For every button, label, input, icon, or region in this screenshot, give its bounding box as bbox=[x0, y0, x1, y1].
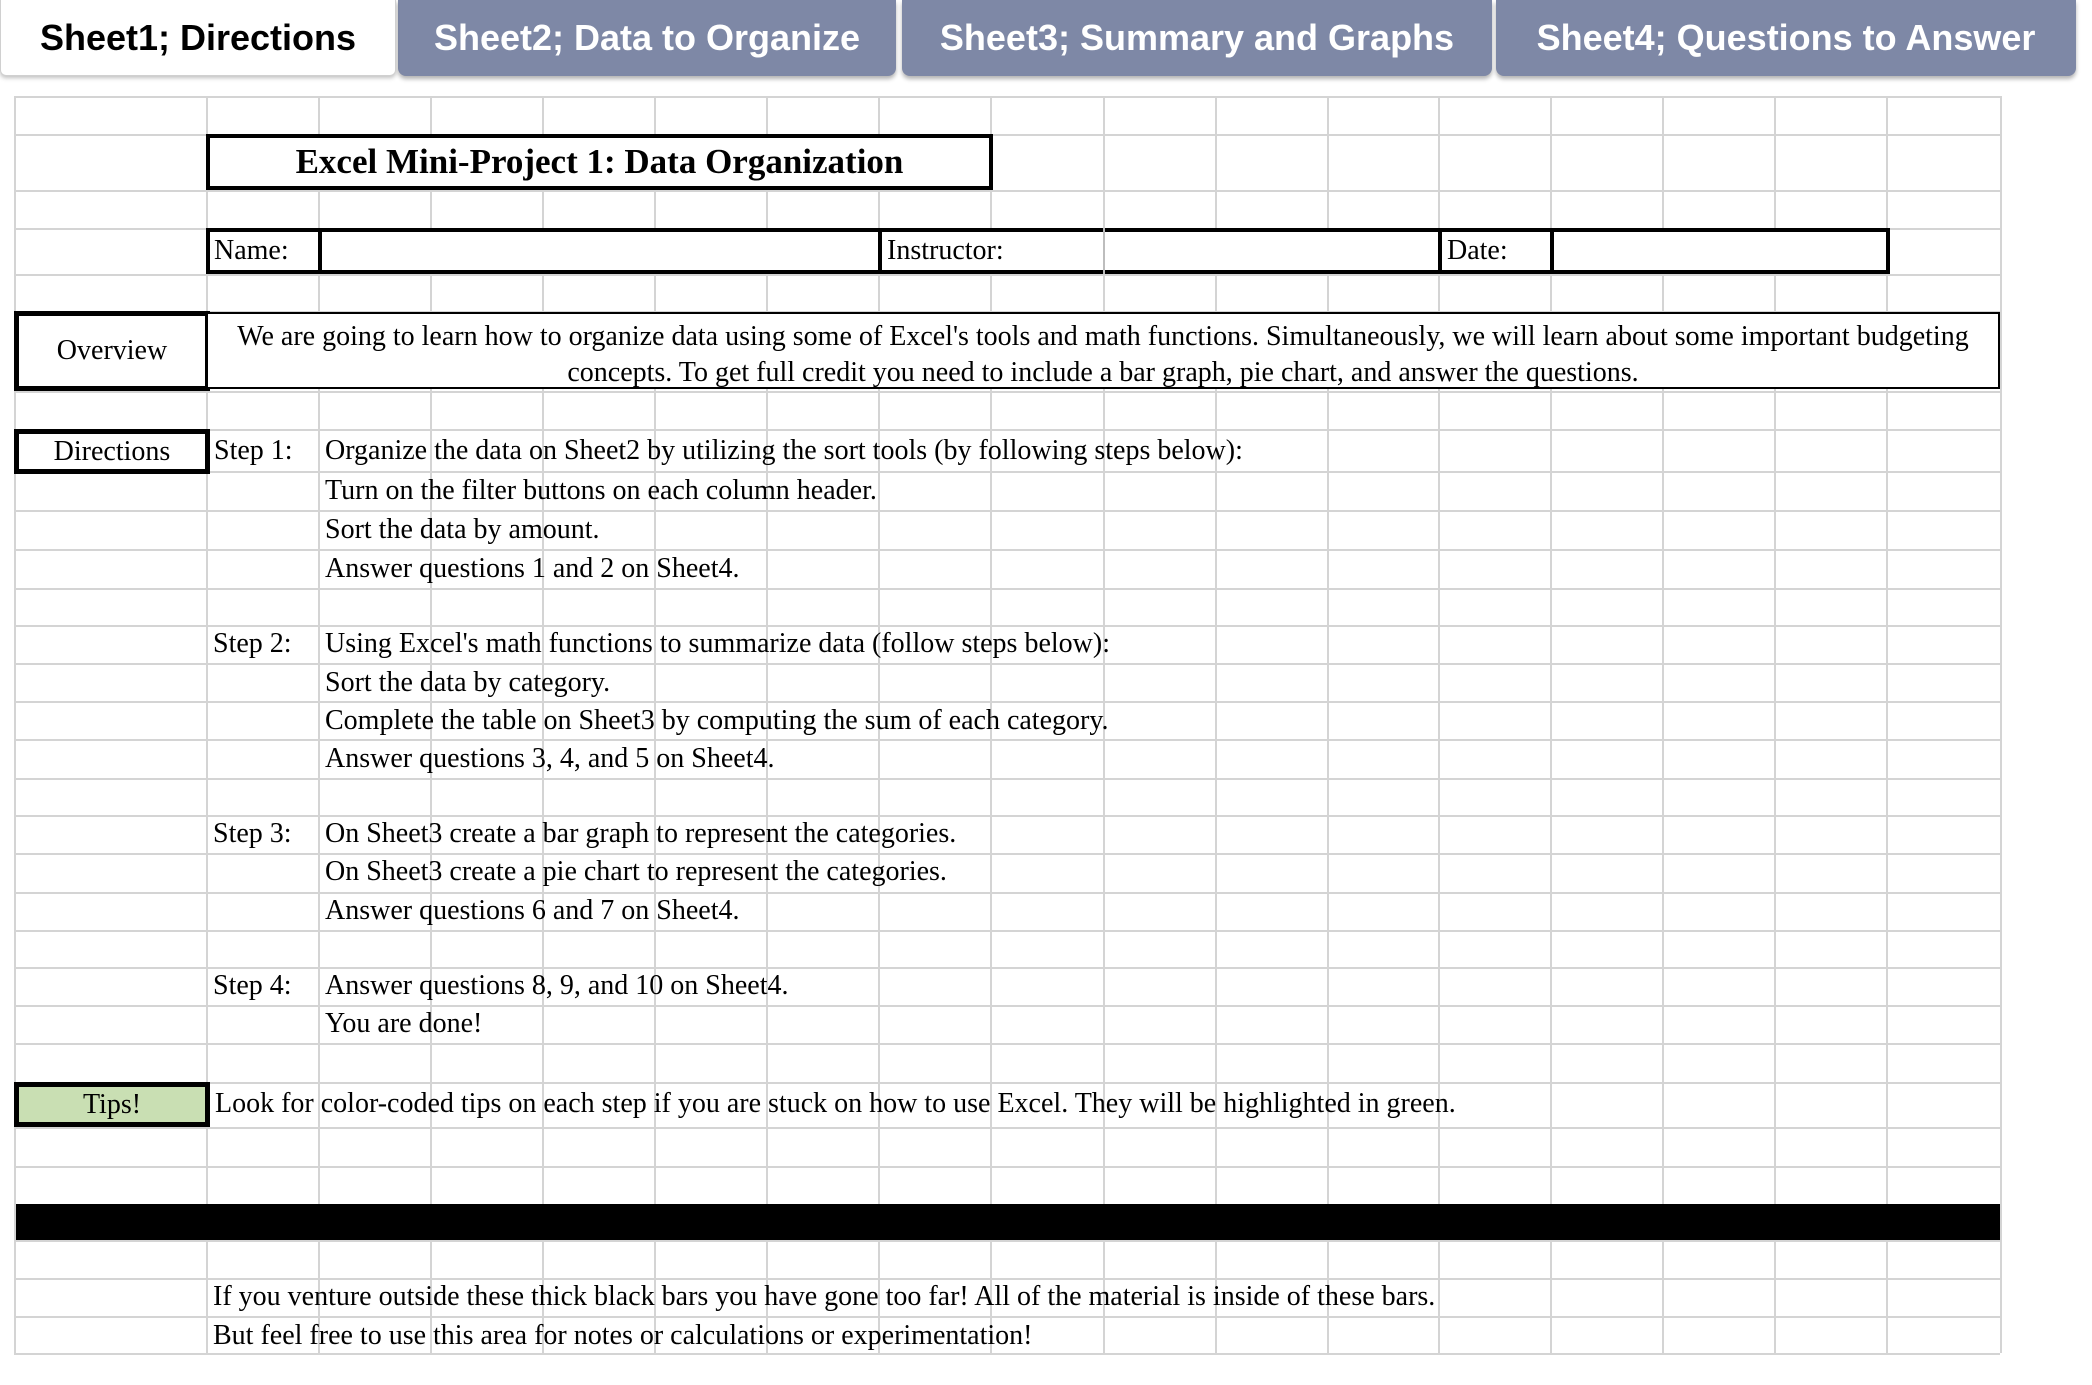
grid-row-line bbox=[14, 815, 2000, 817]
step-4-line-1: Answer questions 8, 9, and 10 on Sheet4. bbox=[325, 970, 789, 1001]
directions-label-cell[interactable] bbox=[14, 429, 210, 474]
step-2-line-3: Complete the table on Sheet3 by computing the sum of each category. bbox=[325, 705, 1109, 736]
notes-line-1: If you venture outside these thick black bars you have gone too far! All of the material is inside of these bars. bbox=[213, 1281, 1436, 1312]
grid-row-line bbox=[14, 190, 2000, 192]
overview-label-cell[interactable] bbox=[14, 311, 210, 391]
grid-row-line bbox=[14, 1240, 2000, 1242]
grid-row-line bbox=[14, 391, 2000, 393]
grid-row-line bbox=[14, 588, 2000, 590]
grid-column-line bbox=[206, 96, 208, 1353]
grid-column-line bbox=[1550, 96, 1552, 1353]
divider bbox=[878, 228, 882, 274]
tab-sheet1[interactable] bbox=[0, 0, 396, 76]
divider bbox=[318, 228, 322, 274]
grid-row-line bbox=[14, 967, 2000, 969]
overview-text-cell[interactable] bbox=[208, 312, 2000, 389]
grid-column-line bbox=[1886, 96, 1888, 1353]
step-2-label: Step 2: bbox=[213, 628, 292, 659]
grid-row-line bbox=[14, 778, 2000, 780]
step-4-line-2: You are done! bbox=[325, 1008, 483, 1039]
step-1-line-3: Sort the data by amount. bbox=[325, 514, 600, 545]
step-1-line-2: Turn on the filter buttons on each column header. bbox=[325, 475, 877, 506]
grid-column-line bbox=[14, 96, 16, 1353]
tab-sheet3[interactable] bbox=[902, 0, 1492, 76]
step-1-label: Step 1: bbox=[214, 435, 293, 466]
grid-row-line bbox=[14, 1082, 2000, 1084]
grid-column-line bbox=[1774, 96, 1776, 1353]
grid-row-line bbox=[14, 701, 2000, 703]
step-2-line-2: Sort the data by category. bbox=[325, 667, 611, 698]
overview-text-line-1: We are going to learn how to organize data using some of Excel's tools and math functions. Simultaneously, we will learn about some important budgeting bbox=[237, 321, 1969, 352]
date-label: Date: bbox=[1447, 235, 1508, 266]
divider bbox=[1103, 228, 1105, 274]
grid-row-line bbox=[14, 96, 2000, 98]
grid-row-line bbox=[14, 471, 2000, 473]
grid-column-line bbox=[318, 96, 320, 1353]
tab-sheet2[interactable] bbox=[398, 0, 896, 76]
grid-row-line bbox=[14, 625, 2000, 627]
step-3-line-2: On Sheet3 create a pie chart to represent the categories. bbox=[325, 856, 947, 887]
step-1-line-1: Organize the data on Sheet2 by utilizing the sort tools (by following steps below): bbox=[325, 435, 1243, 466]
divider bbox=[1550, 228, 1554, 274]
step-3-line-1: On Sheet3 create a bar graph to represent the categories. bbox=[325, 818, 957, 849]
grid-column-line bbox=[2000, 96, 2002, 1353]
info-row bbox=[206, 228, 1890, 274]
grid-row-line bbox=[14, 853, 2000, 855]
tips-text: Look for color-coded tips on each step if you are stuck on how to use Excel. They will be highlighted in green. bbox=[215, 1088, 1456, 1119]
step-4-label: Step 4: bbox=[213, 970, 292, 1001]
tips-label-cell[interactable] bbox=[14, 1082, 210, 1127]
grid-row-line bbox=[14, 1278, 2000, 1280]
grid-row-line bbox=[14, 274, 2000, 276]
divider bbox=[1438, 228, 1442, 274]
step-3-line-3: Answer questions 6 and 7 on Sheet4. bbox=[325, 895, 740, 926]
directions-label: Directions bbox=[53, 435, 171, 467]
grid-row-line bbox=[14, 930, 2000, 932]
page-title: Excel Mini-Project 1: Data Organization bbox=[295, 142, 904, 181]
grid-row-line bbox=[14, 739, 2000, 741]
tab-sheet4[interactable] bbox=[1496, 0, 2076, 76]
grid-row-line bbox=[14, 1316, 2000, 1318]
overview-label: Overview bbox=[56, 335, 168, 366]
tab-sheet2-label: Sheet2; Data to Organize bbox=[433, 17, 861, 58]
tips-label: Tips! bbox=[82, 1088, 142, 1120]
grid-row-line bbox=[14, 1043, 2000, 1045]
grid-column-line bbox=[1438, 96, 1440, 1353]
grid-row-line bbox=[14, 429, 2000, 431]
tab-sheet3-label: Sheet3; Summary and Graphs bbox=[939, 17, 1455, 58]
grid-row-line bbox=[14, 1127, 2000, 1129]
grid-column-line bbox=[1327, 96, 1329, 1353]
tab-sheet4-label: Sheet4; Questions to Answer bbox=[1536, 17, 2036, 58]
grid-row-line bbox=[14, 892, 2000, 894]
title-cell[interactable] bbox=[206, 134, 993, 190]
step-2-line-1: Using Excel's math functions to summarize data (follow steps below): bbox=[325, 628, 1110, 659]
boundary-bar bbox=[16, 1204, 2000, 1240]
notes-line-2: But feel free to use this area for notes or calculations or experimentation! bbox=[213, 1320, 1033, 1351]
grid-row-line bbox=[14, 1005, 2000, 1007]
step-2-line-4: Answer questions 3, 4, and 5 on Sheet4. bbox=[325, 743, 775, 774]
grid-row-line bbox=[14, 549, 2000, 551]
step-1-line-4: Answer questions 1 and 2 on Sheet4. bbox=[325, 553, 740, 584]
overview-text-line-2: concepts. To get full credit you need to include a bar graph, pie chart, and answer the questions. bbox=[567, 357, 1639, 388]
grid-column-line bbox=[1662, 96, 1664, 1353]
sheet-tab-bar bbox=[0, 0, 2092, 80]
name-label: Name: bbox=[214, 235, 289, 266]
grid-row-line bbox=[14, 663, 2000, 665]
step-3-label: Step 3: bbox=[213, 818, 292, 849]
grid-row-line bbox=[14, 510, 2000, 512]
grid-row-line bbox=[14, 1166, 2000, 1168]
grid-column-line bbox=[1215, 96, 1217, 1353]
grid-row-line bbox=[14, 1353, 2000, 1355]
instructor-label: Instructor: bbox=[887, 235, 1004, 266]
tab-sheet1-label: Sheet1; Directions bbox=[39, 16, 357, 58]
